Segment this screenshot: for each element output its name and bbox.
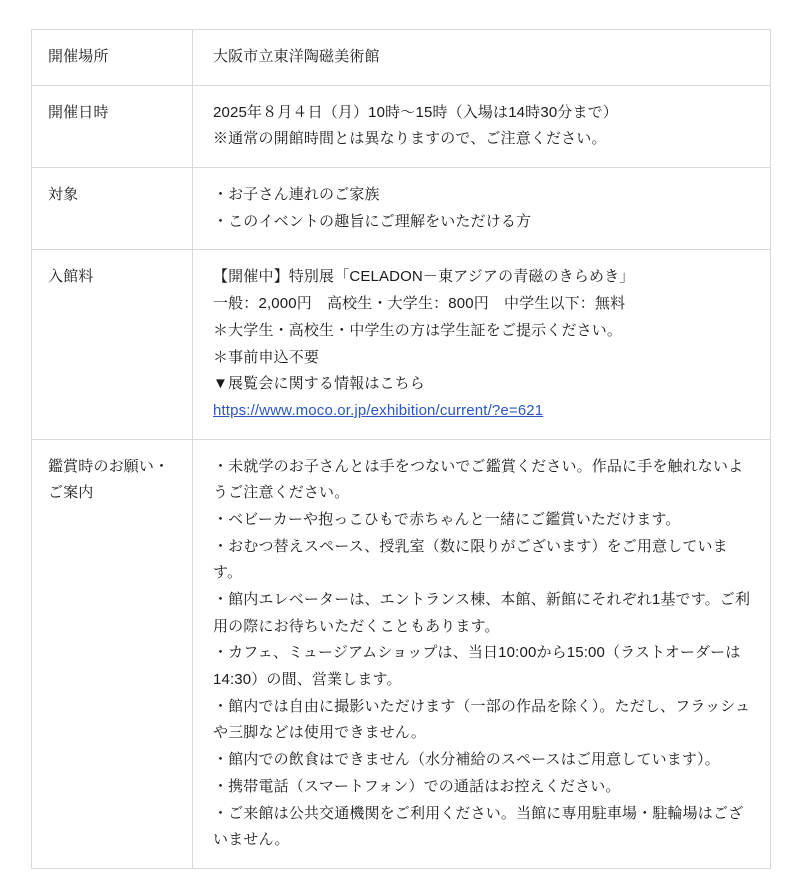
label-text: 対象 bbox=[48, 186, 79, 204]
row-label-venue bbox=[32, 30, 193, 86]
value-line: ▼展覧会に関する情報はこちら bbox=[213, 375, 425, 393]
value-line: ＊大学生・高校生・中学生の方は学生証をご提示ください。 bbox=[213, 321, 623, 339]
exhibition-info-link[interactable]: https://www.moco.or.jp/exhibition/current/?e=621 bbox=[213, 401, 544, 419]
label-text: 開催日時 bbox=[48, 103, 109, 121]
value-line: ・ご来館は公共交通機関をご利用ください。当館に専用駐車場・駐輪場はございません。 bbox=[213, 804, 744, 849]
table-row bbox=[32, 30, 771, 86]
value-line: ＊事前申込不要 bbox=[213, 348, 320, 366]
label-text: 入館料 bbox=[48, 268, 94, 286]
value-line: ・カフェ、ミュージアムショップは、当日10:00から15:00（ラストオーダーは14:30）の間、営業します。 bbox=[213, 644, 741, 689]
table-row bbox=[32, 168, 771, 250]
row-value-audience bbox=[193, 168, 771, 250]
value-line: ・このイベントの趣旨にご理解をいただける方 bbox=[213, 212, 532, 230]
table-row bbox=[32, 85, 771, 167]
value-line: ※通常の開館時間とは異なりますので、ご注意ください。 bbox=[213, 130, 607, 148]
label-text: 開催場所 bbox=[48, 48, 109, 65]
value-line: ・未就学のお子さんとは手をつないでご鑑賞ください。作品に手を触れないようご注意ください。 bbox=[213, 457, 744, 502]
row-value-datetime bbox=[193, 85, 771, 167]
row-label-audience bbox=[32, 168, 193, 250]
value-line: ・お子さん連れのご家族 bbox=[213, 186, 380, 204]
row-label-datetime bbox=[32, 85, 193, 167]
value-line: ・ベビーカーや抱っこひもで赤ちゃんと一緒にご鑑賞いただけます。 bbox=[213, 510, 681, 528]
value-line: 【開催中】特別展「CELADON－東アジアの青磁のきらめき」 bbox=[213, 268, 635, 286]
value-line: ・携帯電話（スマートフォン）での通話はお控えください。 bbox=[213, 777, 621, 795]
document-page bbox=[0, 29, 800, 885]
value-line: ・館内での飲食はできません（水分補給のスペースはご用意しています）。 bbox=[213, 751, 720, 769]
row-label-admission bbox=[32, 250, 193, 439]
value-line: ・館内エレベーターは、エントランス棟、本館、新館にそれぞれ1基です。ご利用の際にお待ちいただくこともあります。 bbox=[213, 591, 751, 635]
row-label-guidance bbox=[32, 439, 193, 868]
table-row bbox=[32, 250, 771, 439]
event-info-table bbox=[31, 29, 771, 869]
value-line: 2025年８月４日（月）10時〜15時（入場は14時30分まで） bbox=[213, 103, 618, 121]
value-line: ・館内では自由に撮影いただけます（一部の作品を除く）。ただし、フラッシュや三脚などは使用できません。 bbox=[213, 697, 751, 742]
value-line: 大阪市立東洋陶磁美術館 bbox=[213, 48, 380, 65]
row-value-admission bbox=[193, 250, 771, 439]
table-row bbox=[32, 439, 771, 868]
value-line: 一般：2,000円 高校生・大学生：800円 中学生以下：無料 bbox=[213, 295, 626, 313]
value-line: ・おむつ替えスペース、授乳室（数に限りがございます）をご用意しています。 bbox=[213, 537, 728, 582]
label-text: 鑑賞時のお願い・ご案内 bbox=[48, 457, 170, 502]
row-value-venue bbox=[193, 30, 771, 86]
row-value-guidance bbox=[193, 439, 771, 868]
